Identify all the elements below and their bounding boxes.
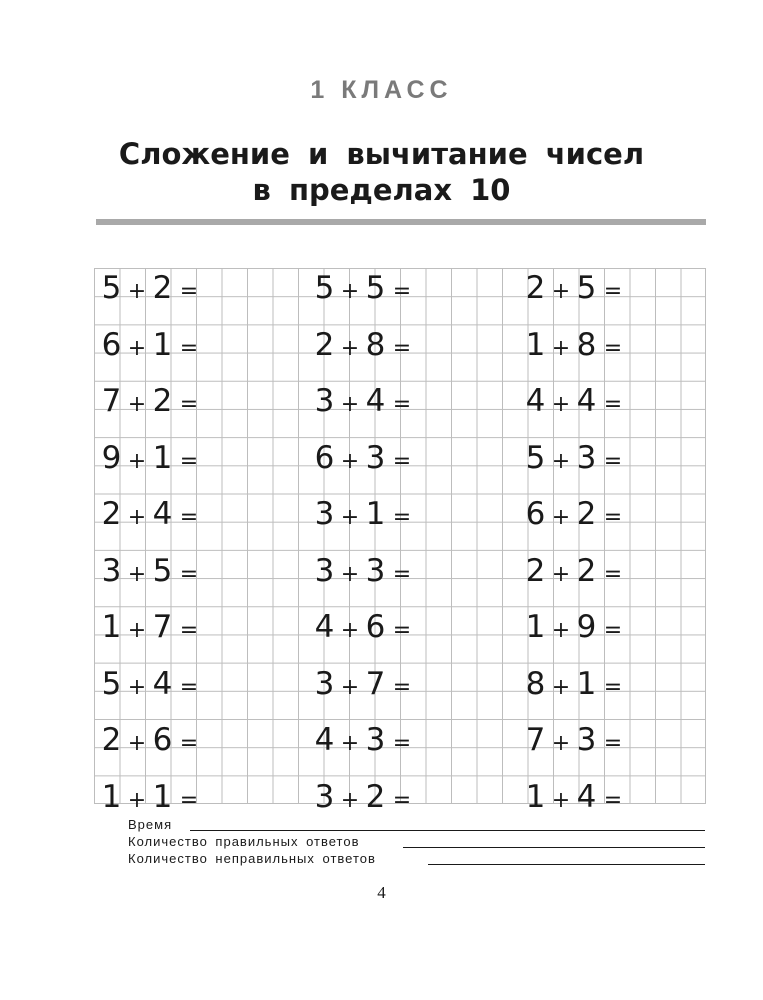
- equals-sign: =: [603, 787, 623, 813]
- operand-b: 7: [365, 665, 386, 702]
- equation-row: [98, 381, 202, 421]
- page-title-line-1: Сложение и вычитание чисел: [118, 137, 645, 171]
- operand-a: 3: [314, 665, 335, 702]
- title-divider: [96, 219, 706, 225]
- operand-b: 5: [576, 270, 597, 306]
- equation-row: [311, 777, 415, 817]
- operator: +: [340, 787, 360, 813]
- time-label: Время: [128, 817, 173, 832]
- operand-b: 2: [576, 496, 597, 532]
- operand-a: 6: [101, 326, 122, 363]
- equals-sign: =: [392, 335, 412, 361]
- operator: +: [127, 335, 147, 361]
- operand-b: 2: [365, 778, 386, 815]
- equals-sign: =: [603, 505, 623, 530]
- equals-sign: =: [392, 279, 412, 304]
- correct-answers-label: Количество правильных ответов: [128, 834, 360, 849]
- operand-a: 4: [314, 609, 335, 645]
- operand-a: 2: [525, 552, 546, 589]
- equals-sign: =: [179, 448, 199, 474]
- operand-a: 2: [101, 722, 122, 758]
- operator: +: [340, 505, 360, 530]
- operand-a: 3: [314, 552, 335, 589]
- operand-b: 3: [365, 439, 386, 476]
- operator: +: [551, 674, 571, 700]
- operand-b: 3: [365, 722, 386, 758]
- operand-b: 1: [152, 439, 173, 476]
- equation-row: [522, 777, 626, 817]
- equation-row: [98, 664, 202, 704]
- page-title-line-2: в пределах 10: [252, 173, 511, 207]
- equals-sign: =: [392, 505, 412, 530]
- equation-row: [311, 607, 415, 647]
- equation-row: [98, 268, 202, 308]
- operator: +: [340, 448, 360, 474]
- operator: +: [340, 618, 360, 643]
- equals-sign: =: [392, 731, 412, 756]
- equation-row: [311, 494, 415, 534]
- operator: +: [551, 335, 571, 361]
- operator: +: [127, 448, 147, 474]
- operator: +: [551, 561, 571, 587]
- operator: +: [340, 561, 360, 587]
- operand-b: 3: [576, 439, 597, 476]
- operand-b: 1: [152, 326, 173, 363]
- operand-b: 3: [576, 722, 597, 758]
- operand-b: 3: [365, 552, 386, 589]
- operand-a: 1: [525, 778, 546, 815]
- equation-row: [98, 551, 202, 591]
- operator: +: [551, 787, 571, 813]
- equals-sign: =: [603, 561, 623, 587]
- grade-heading: 1 КЛАСС: [310, 76, 453, 104]
- equation-row: [98, 438, 202, 478]
- equation-row: [98, 325, 202, 365]
- incorrect-answers-line[interactable]: [428, 864, 705, 865]
- equals-sign: =: [392, 561, 412, 587]
- operand-a: 1: [101, 778, 122, 815]
- operand-a: 6: [314, 439, 335, 476]
- operator: +: [551, 505, 571, 530]
- time-answer-line[interactable]: [190, 830, 705, 831]
- equation-row: [522, 607, 626, 647]
- operand-a: 7: [101, 383, 122, 419]
- operand-b: 5: [365, 270, 386, 306]
- equation-row: [311, 268, 415, 308]
- equation-row: [98, 720, 202, 760]
- equation-row: [98, 607, 202, 647]
- operand-b: 5: [152, 552, 173, 589]
- equation-row: [311, 551, 415, 591]
- equals-sign: =: [179, 392, 199, 417]
- equals-sign: =: [179, 335, 199, 361]
- equals-sign: =: [179, 618, 199, 643]
- operand-a: 6: [525, 496, 546, 532]
- operand-b: 9: [576, 609, 597, 645]
- equals-sign: =: [392, 618, 412, 643]
- operator: +: [551, 448, 571, 474]
- operand-a: 2: [525, 270, 546, 306]
- equation-row: [311, 438, 415, 478]
- equation-row: [522, 381, 626, 421]
- operator: +: [127, 618, 147, 643]
- equation-row: [98, 777, 202, 817]
- equation-row: [311, 720, 415, 760]
- operand-a: 3: [314, 383, 335, 419]
- operand-a: 5: [314, 270, 335, 306]
- equals-sign: =: [603, 448, 623, 474]
- operator: +: [127, 674, 147, 700]
- operand-b: 7: [152, 609, 173, 645]
- operand-a: 1: [101, 609, 122, 645]
- page-number: 4: [377, 883, 386, 902]
- operand-a: 3: [101, 552, 122, 589]
- equation-row: [522, 664, 626, 704]
- equals-sign: =: [603, 279, 623, 304]
- operand-b: 1: [365, 496, 386, 532]
- equals-sign: =: [179, 505, 199, 530]
- equals-sign: =: [179, 674, 199, 700]
- incorrect-answers-label: Количество неправильных ответов: [128, 851, 376, 866]
- operator: +: [127, 392, 147, 417]
- operand-a: 1: [525, 326, 546, 363]
- operand-a: 9: [101, 439, 122, 476]
- equation-row: [311, 664, 415, 704]
- operator: +: [340, 335, 360, 361]
- operand-a: 3: [314, 496, 335, 532]
- operator: +: [127, 561, 147, 587]
- equation-row: [522, 268, 626, 308]
- operand-b: 1: [152, 778, 173, 815]
- equation-row: [311, 325, 415, 365]
- operand-b: 6: [152, 722, 173, 758]
- operand-b: 4: [152, 665, 173, 702]
- operand-a: 4: [525, 383, 546, 419]
- equals-sign: =: [392, 787, 412, 813]
- equals-sign: =: [603, 392, 623, 417]
- operand-a: 5: [101, 665, 122, 702]
- operand-a: 8: [525, 665, 546, 702]
- equation-row: [98, 494, 202, 534]
- equals-sign: =: [603, 618, 623, 643]
- equation-row: [522, 325, 626, 365]
- operand-b: 1: [576, 665, 597, 702]
- equals-sign: =: [603, 335, 623, 361]
- equals-sign: =: [179, 279, 199, 304]
- operator: +: [340, 279, 360, 304]
- equation-row: [311, 381, 415, 421]
- operator: +: [551, 392, 571, 417]
- operator: +: [127, 731, 147, 756]
- operand-b: 2: [576, 552, 597, 589]
- operator: +: [551, 618, 571, 643]
- correct-answers-line[interactable]: [403, 847, 705, 848]
- operator: +: [551, 731, 571, 756]
- equals-sign: =: [179, 561, 199, 587]
- operator: +: [127, 787, 147, 813]
- operand-a: 5: [101, 270, 122, 306]
- operand-b: 4: [365, 383, 386, 419]
- equals-sign: =: [179, 731, 199, 756]
- equals-sign: =: [392, 392, 412, 417]
- operand-a: 2: [314, 326, 335, 363]
- operand-a: 3: [314, 778, 335, 815]
- equation-row: [522, 551, 626, 591]
- operand-b: 4: [576, 778, 597, 815]
- operand-b: 2: [152, 383, 173, 419]
- equals-sign: =: [392, 674, 412, 700]
- operand-a: 5: [525, 439, 546, 476]
- operand-b: 4: [152, 496, 173, 532]
- operand-a: 2: [101, 496, 122, 532]
- operator: +: [340, 674, 360, 700]
- operand-b: 6: [365, 609, 386, 645]
- operand-a: 7: [525, 722, 546, 758]
- equals-sign: =: [603, 731, 623, 756]
- equals-sign: =: [392, 448, 412, 474]
- equals-sign: =: [603, 674, 623, 700]
- operand-b: 4: [576, 383, 597, 419]
- operand-b: 8: [576, 326, 597, 363]
- equation-row: [522, 720, 626, 760]
- operand-b: 2: [152, 270, 173, 306]
- operator: +: [340, 731, 360, 756]
- operand-a: 1: [525, 609, 546, 645]
- equation-row: [522, 494, 626, 534]
- operand-b: 8: [365, 326, 386, 363]
- operator: +: [127, 279, 147, 304]
- operand-a: 4: [314, 722, 335, 758]
- operator: +: [127, 505, 147, 530]
- operator: +: [551, 279, 571, 304]
- operator: +: [340, 392, 360, 417]
- equation-row: [522, 438, 626, 478]
- equals-sign: =: [179, 787, 199, 813]
